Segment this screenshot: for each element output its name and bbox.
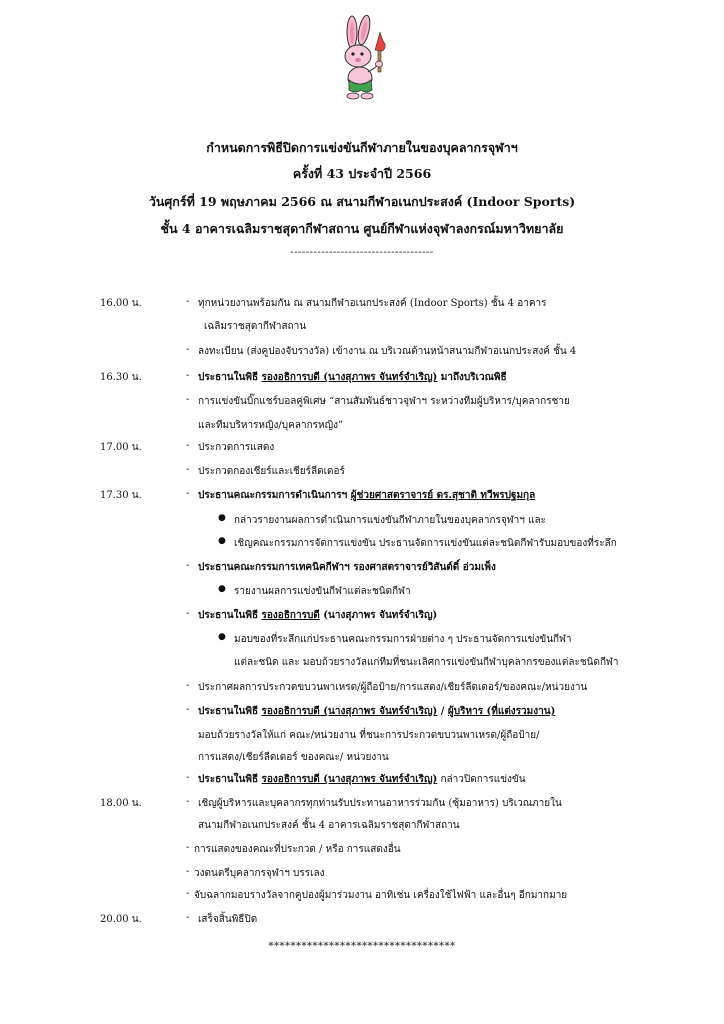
list-dash: -: [186, 796, 190, 807]
list-dash: -: [186, 296, 190, 307]
schedule-text: [194, 842, 401, 857]
schedule-text-part: กล่าวปิดการแข่งขัน: [437, 774, 526, 785]
footer-stars: **********************************: [268, 941, 456, 952]
schedule-text-part: ประธานในพิธี: [198, 610, 262, 621]
schedule-time: 20.00 น.: [100, 914, 142, 925]
list-dash: -: [186, 488, 190, 499]
schedule-row: [0, 319, 724, 341]
schedule-text: [198, 912, 257, 927]
schedule-text: [194, 888, 567, 903]
schedule-text: [234, 655, 618, 670]
schedule-text-part: มาถึงบริเวณพิธี: [437, 372, 507, 383]
schedule-row: [0, 866, 724, 888]
list-dash: -: [186, 464, 190, 475]
schedule-text-part: วงดนตรีบุคลากรจุฬาฯ บรรเลง: [194, 868, 325, 879]
schedule-text-part: และทีมบริหารหญิง/บุคลากรหญิง”: [198, 420, 344, 431]
schedule-text-part: /: [437, 706, 448, 717]
schedule-row: [0, 842, 724, 864]
schedule-text-part: ประธานในพิธี: [198, 372, 262, 383]
schedule-text: [198, 440, 274, 455]
schedule-text: [198, 344, 576, 359]
bullet-icon: ●: [218, 536, 226, 546]
schedule-row: [0, 418, 724, 440]
schedule-row: [0, 888, 724, 910]
schedule-text-part: ผู้บริหาร (ที่แต่งรวมงาน): [447, 706, 556, 717]
list-dash: -: [186, 370, 190, 381]
schedule-text-part: ประกาศผลการประกวดขบวนพาเหรด/ผู้ถือป้าย/การแสดง/เชียร์ลีดเดอร์/ของคณะ/หน่วยงาน: [198, 682, 588, 693]
list-dash: -: [186, 394, 190, 405]
schedule-row: [0, 796, 724, 818]
schedule-text-part: ประธานในพิธี: [198, 706, 262, 717]
schedule-text: [198, 772, 526, 787]
schedule-text: [198, 488, 535, 503]
schedule-text-part: ประธานคณะกรรมการเทคนิคกีฬาฯ รองศาสตราจารย์วิสันต์ดิ์ อ่วมเพ็ง: [198, 562, 496, 573]
schedule-row: [0, 440, 724, 462]
schedule-text: [198, 394, 570, 409]
schedule-text: [194, 866, 325, 881]
schedule-text-part: จับฉลากมอบรางวัลจากคูปองผู้มาร่วมงาน อาทิเช่น เครื่องใช้ไฟฟ้า และอื่นๆ อีกมากมาย: [194, 890, 568, 901]
list-dash: -: [186, 344, 190, 355]
schedule-row: [0, 608, 724, 630]
schedule-row: [0, 632, 724, 654]
schedule-text-part: ประธานคณะกรรมการดำเนินการฯ: [198, 490, 351, 501]
schedule-text: [198, 750, 389, 765]
list-dash: -: [186, 912, 190, 923]
schedule-text-part: ลงทะเบียน (ส่งคูปองจับรางวัล) เข้างาน ณ บริเวณด้านหน้าสนามกีฬาอเนกประสงค์ ชั้น 4: [198, 346, 577, 357]
schedule-text: [198, 464, 345, 479]
schedule-text: [198, 704, 555, 719]
schedule-text-part: การแสดง/เชียร์ลีดเดอร์ ของคณะ/ หน่วยงาน: [198, 752, 389, 763]
list-dash: -: [186, 772, 190, 783]
header-separator: -------------------------------------: [290, 247, 434, 258]
schedule-text: [198, 818, 460, 833]
schedule-text-part: การแข่งขันบิ๊กแชร์บอลคู่พิเศษ “สานสัมพันธ์ชาวจุฬาฯ ระหว่างทีมผู้บริหาร/บุคลากรชาย: [198, 396, 570, 407]
list-dash: -: [186, 440, 190, 451]
bullet-icon: ●: [218, 584, 226, 594]
list-dash: -: [186, 704, 190, 715]
schedule-text-part: รองอธิการบดี: [261, 610, 320, 621]
schedule-time: 16.00 น.: [100, 298, 142, 309]
schedule-text-part: กล่าวรายงานผลการดำเนินการแข่งขันกีฬาภายในของบุคลากรจุฬาฯ และ: [234, 515, 546, 526]
schedule-row: [0, 488, 724, 510]
schedule-row: [0, 655, 724, 677]
schedule-time: 17.00 น.: [100, 442, 142, 453]
schedule-text: [198, 370, 507, 385]
schedule-row: [0, 728, 724, 750]
schedule-time: 18.00 น.: [100, 798, 142, 809]
schedule-row: [0, 818, 724, 840]
schedule-text-part: (นางสุภาพร จันทร์จำเริญ): [319, 610, 438, 621]
schedule-text-part: ประกวดการแสดง: [198, 442, 275, 453]
schedule-row: [0, 560, 724, 582]
list-dash: -: [186, 866, 190, 877]
schedule-text-part: การแสดงของคณะที่ประกวด / หรือ การแสดงอื่น: [194, 844, 401, 855]
list-dash: -: [186, 608, 190, 619]
schedule-text-part: เฉลิมราชสุดากีฬาสถาน: [204, 321, 307, 332]
schedule-text: [198, 560, 496, 575]
schedule-text-part: มอบถ้วยรางวัลให้แก่ คณะ/หน่วยงาน ที่ชนะการประกวดขบวนพาเหรด/ผู้ถือป้าย/: [198, 730, 540, 741]
schedule-text-part: สนามกีฬาอเนกประสงค์ ชั้น 4 อาคารเฉลิมราชสุดากีฬาสถาน: [198, 820, 460, 831]
schedule-row: [0, 772, 724, 794]
schedule-text-part: เสร็จสิ้นพิธีปิด: [198, 914, 258, 925]
list-dash: -: [186, 888, 190, 899]
schedule-row: [0, 536, 724, 558]
schedule-text: [234, 536, 617, 551]
schedule-text-part: รองอธิการบดี (นางสุภาพร จันทร์จำเริญ): [261, 706, 438, 717]
schedule-text-part: รองอธิการบดี (นางสุภาพร จันทร์จำเริญ): [261, 774, 438, 785]
schedule-text-part: มอบของที่ระลึกแก่ประธานคณะกรรมการฝ่ายต่าง ๆ ประธานจัดการแข่งขันกีฬา: [234, 634, 572, 645]
schedule-text: [234, 632, 572, 647]
schedule-text: [234, 513, 546, 528]
schedule-text-part: รายงานผลการแข่งขันกีฬาแต่ละชนิดกีฬา: [234, 586, 411, 597]
schedule-row: [0, 464, 724, 486]
schedule-row: [0, 750, 724, 772]
document-subtitle: ครั้งที่ 43 ประจำปี 2566: [292, 166, 432, 181]
schedule-text-part: เชิญคณะกรรมการจัดการแข่งขัน ประธานจัดการแข่งขันแต่ละชนิดกีฬารับมอบของที่ระลึก: [234, 538, 617, 549]
list-dash: -: [186, 680, 190, 691]
schedule-row: [0, 680, 724, 702]
schedule-text-part: ประธานในพิธี: [198, 774, 262, 785]
schedule-time: 16.30 น.: [100, 372, 142, 383]
event-venue-line: ชั้น 4 อาคารเฉลิมราชสุดากีฬาสถาน ศูนย์กีฬาแห่งจุฬาลงกรณ์มหาวิทยาลัย: [160, 221, 564, 236]
schedule-text-part: ทุกหน่วยงานพร้อมกัน ณ สนามกีฬาอเนกประสงค์ (Indoor Sports) ชั้น 4 อาคาร: [198, 298, 547, 309]
bullet-icon: ●: [218, 513, 226, 523]
schedule-text: [198, 728, 539, 743]
schedule-row: [0, 344, 724, 366]
list-dash: -: [186, 560, 190, 571]
schedule-text-part: เชิญผู้บริหารและบุคลากรทุกท่านรับประทานอาหารร่วมกัน (ซุ้มอาหาร) บริเวณภายใน: [198, 798, 562, 809]
schedule-text: [204, 319, 306, 334]
document-title: กำหนดการพิธีปิดการแข่งขันกีฬาภายในของบุคลากรจุฬาฯ: [206, 140, 518, 155]
schedule-row: [0, 584, 724, 606]
schedule-text: [198, 608, 437, 623]
schedule-time: 17.30 น.: [100, 490, 142, 501]
schedule-row: [0, 394, 724, 416]
schedule-text: [198, 296, 547, 311]
schedule-text: [198, 418, 343, 433]
schedule-row: [0, 370, 724, 392]
schedule-text: [234, 584, 411, 599]
schedule-row: [0, 296, 724, 318]
bullet-icon: ●: [218, 632, 226, 642]
schedule-text-part: ผู้ช่วยศาสตราจารย์ ดร.สุชาติ ทวีพรปฐมกุล: [350, 490, 536, 501]
schedule-text-part: ประกวดกองเชียร์และเชียร์ลีดเดอร์: [198, 466, 345, 477]
schedule-text-part: แต่ละชนิด และ มอบถ้วยรางวัลแก่ทีมที่ชนะเลิศการแข่งขันกีฬาบุคลากรของแต่ละชนิดกีฬา: [234, 657, 619, 668]
schedule-text: [198, 680, 587, 695]
schedule-row: [0, 704, 724, 726]
schedule-text-part: รองอธิการบดี (นางสุภาพร จันทร์จำเริญ): [261, 372, 438, 383]
schedule-row: [0, 513, 724, 535]
event-date-line: วันศุกร์ที่ 19 พฤษภาคม 2566 ณ สนามกีฬาอเนกประสงค์ (Indoor Sports): [148, 194, 576, 209]
schedule-row: [0, 912, 724, 934]
rabbit-torch-mascot-icon: [330, 14, 400, 102]
list-dash: -: [186, 842, 190, 853]
schedule-text: [198, 796, 562, 811]
